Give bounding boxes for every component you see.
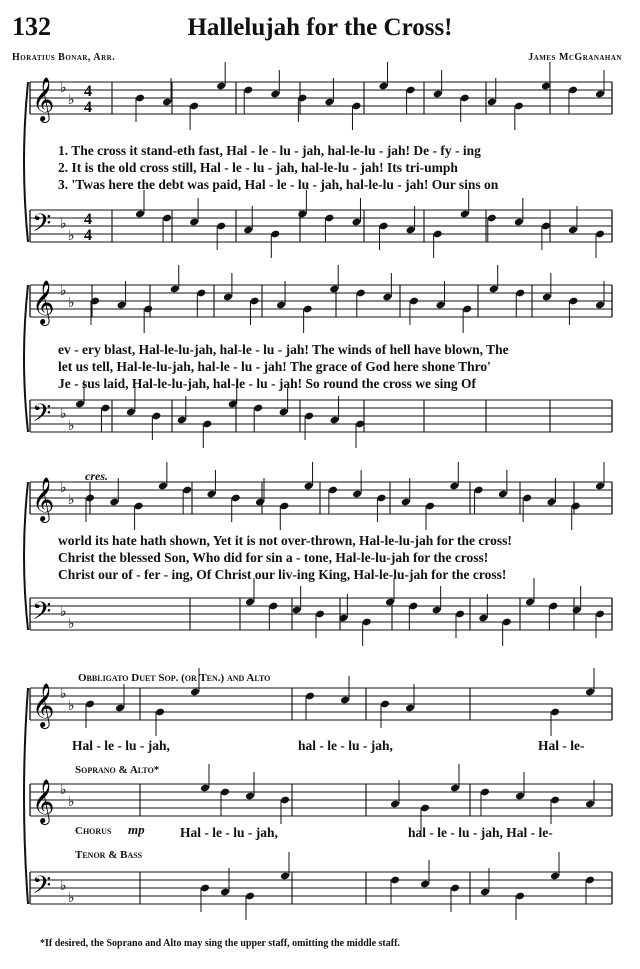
chorus-dynamic: mp	[128, 822, 145, 837]
lyric-line-s1-v1: 1. The cross it stand-eth fast, Hal - le - lu - jah, hal-le-lu - jah! De - fy - ing	[58, 143, 481, 158]
tenor-bass-label: Tenor & Bass	[75, 849, 143, 861]
lyricist-credit: Horatius Bonar, Arr.	[12, 52, 116, 63]
system2-bass-flat: ♭	[60, 406, 67, 422]
system2-bass-bass-clef: 𝄢	[32, 399, 52, 434]
system2-treble-flat: ♭	[60, 283, 67, 299]
system3-bass-flat: ♭	[68, 616, 75, 632]
system1-treble-flat: ♭	[68, 92, 75, 108]
time-signature-top: 4	[84, 211, 92, 228]
soprano-alto-staff-treble-clef: 𝄞	[32, 779, 55, 823]
system3-brace	[24, 482, 28, 630]
tenor-bass-staff-flat: ♭	[60, 878, 67, 894]
obbligato-lyric-1: Hal - le - lu - jah,	[72, 738, 170, 753]
soprano-alto-label: Soprano & Alto*	[75, 764, 160, 776]
lyric-line-s2-v2: let us tell, Hal-le-lu-jah, hal-le - lu - jah! The grace of God here shone Thro'	[58, 359, 491, 374]
system1-brace	[24, 82, 28, 242]
time-signature-top: 4	[84, 83, 92, 100]
footnote: *If desired, the Soprano and Alto may sing the upper staff, omitting the middle staff.	[40, 938, 400, 949]
system3-treble-flat: ♭	[60, 480, 67, 496]
chorus-label: Chorus	[75, 825, 112, 837]
system1-bass-flat: ♭	[60, 216, 67, 232]
tenor-bass-staff-bass-clef: 𝄢	[32, 871, 52, 906]
chorus-lyric-1: Hal - le - lu - jah,	[180, 825, 278, 840]
lyric-line-s2-v3: Je - sus laid, Hal-le-lu-jah, hal-le - lu - jah! So round the cross we sing Of	[58, 376, 477, 391]
lyric-line-s3-v2: Christ the blessed Son, Who did for sin a - tone, Hal-le-lu-jah for the cross!	[58, 550, 489, 565]
system3-treble-flat: ♭	[68, 492, 75, 508]
obbligato-label: Obbligato Duet Sop. (or Ten.) and Alto	[78, 672, 271, 684]
lyric-line-s3-v3: Christ our of - fer - ing, Of Christ our liv-ing King, Hal-le-lu-jah for the cross!	[58, 567, 507, 582]
system1-treble-treble-clef: 𝄞	[32, 77, 55, 121]
obbligato-staff-treble-clef: 𝄞	[32, 683, 55, 727]
soprano-alto-staff-flat: ♭	[60, 782, 67, 798]
obbligato-lyric-2: hal - le - lu - jah,	[298, 738, 393, 753]
page-number: 132	[12, 12, 51, 41]
system2-treble-treble-clef: 𝄞	[32, 280, 55, 324]
obbligato-staff-flat: ♭	[68, 698, 75, 714]
lyric-line-s1-v3: 3. 'Twas here the debt was paid, Hal - le - lu - jah, hal-le-lu - jah! Our sins on	[58, 177, 499, 192]
system1-treble-flat: ♭	[60, 80, 67, 96]
soprano-alto-staff-flat: ♭	[68, 794, 75, 810]
lyric-line-s1-v2: 2. It is the old cross still, Hal - le - lu - jah, hal-le-lu - jah! Its tri-umph	[58, 160, 458, 175]
hymn-title: Hallelujah for the Cross!	[187, 14, 453, 41]
lyric-line-s3-v1: world its hate hath shown, Yet it is not over-thrown, Hal-le-lu-jah for the cross!	[58, 533, 512, 548]
system3-treble-treble-clef: 𝄞	[32, 477, 55, 521]
obbligato-staff-flat: ♭	[60, 686, 67, 702]
system1-bass-bass-clef: 𝄢	[32, 209, 52, 244]
tenor-bass-staff-flat: ♭	[68, 890, 75, 906]
crescendo-marking: cres.	[85, 469, 108, 483]
system3-bass-flat: ♭	[60, 604, 67, 620]
system1-bass-flat: ♭	[68, 228, 75, 244]
system4-brace	[24, 688, 28, 904]
time-signature-bottom: 4	[84, 99, 92, 116]
composer-credit: James McGranahan	[528, 52, 622, 63]
system2-brace	[24, 285, 28, 432]
system2-treble-flat: ♭	[68, 295, 75, 311]
lyric-line-s2-v1: ev - ery blast, Hal-le-lu-jah, hal-le - lu - jah! The winds of hell have blown, The	[58, 342, 509, 357]
chorus-lyric-2: hal - le - lu - jah, Hal - le-	[408, 825, 553, 840]
obbligato-lyric-3: Hal - le-	[538, 738, 585, 753]
time-signature-bottom: 4	[84, 227, 92, 244]
system2-bass-flat: ♭	[68, 418, 75, 434]
system3-bass-bass-clef: 𝄢	[32, 597, 52, 632]
